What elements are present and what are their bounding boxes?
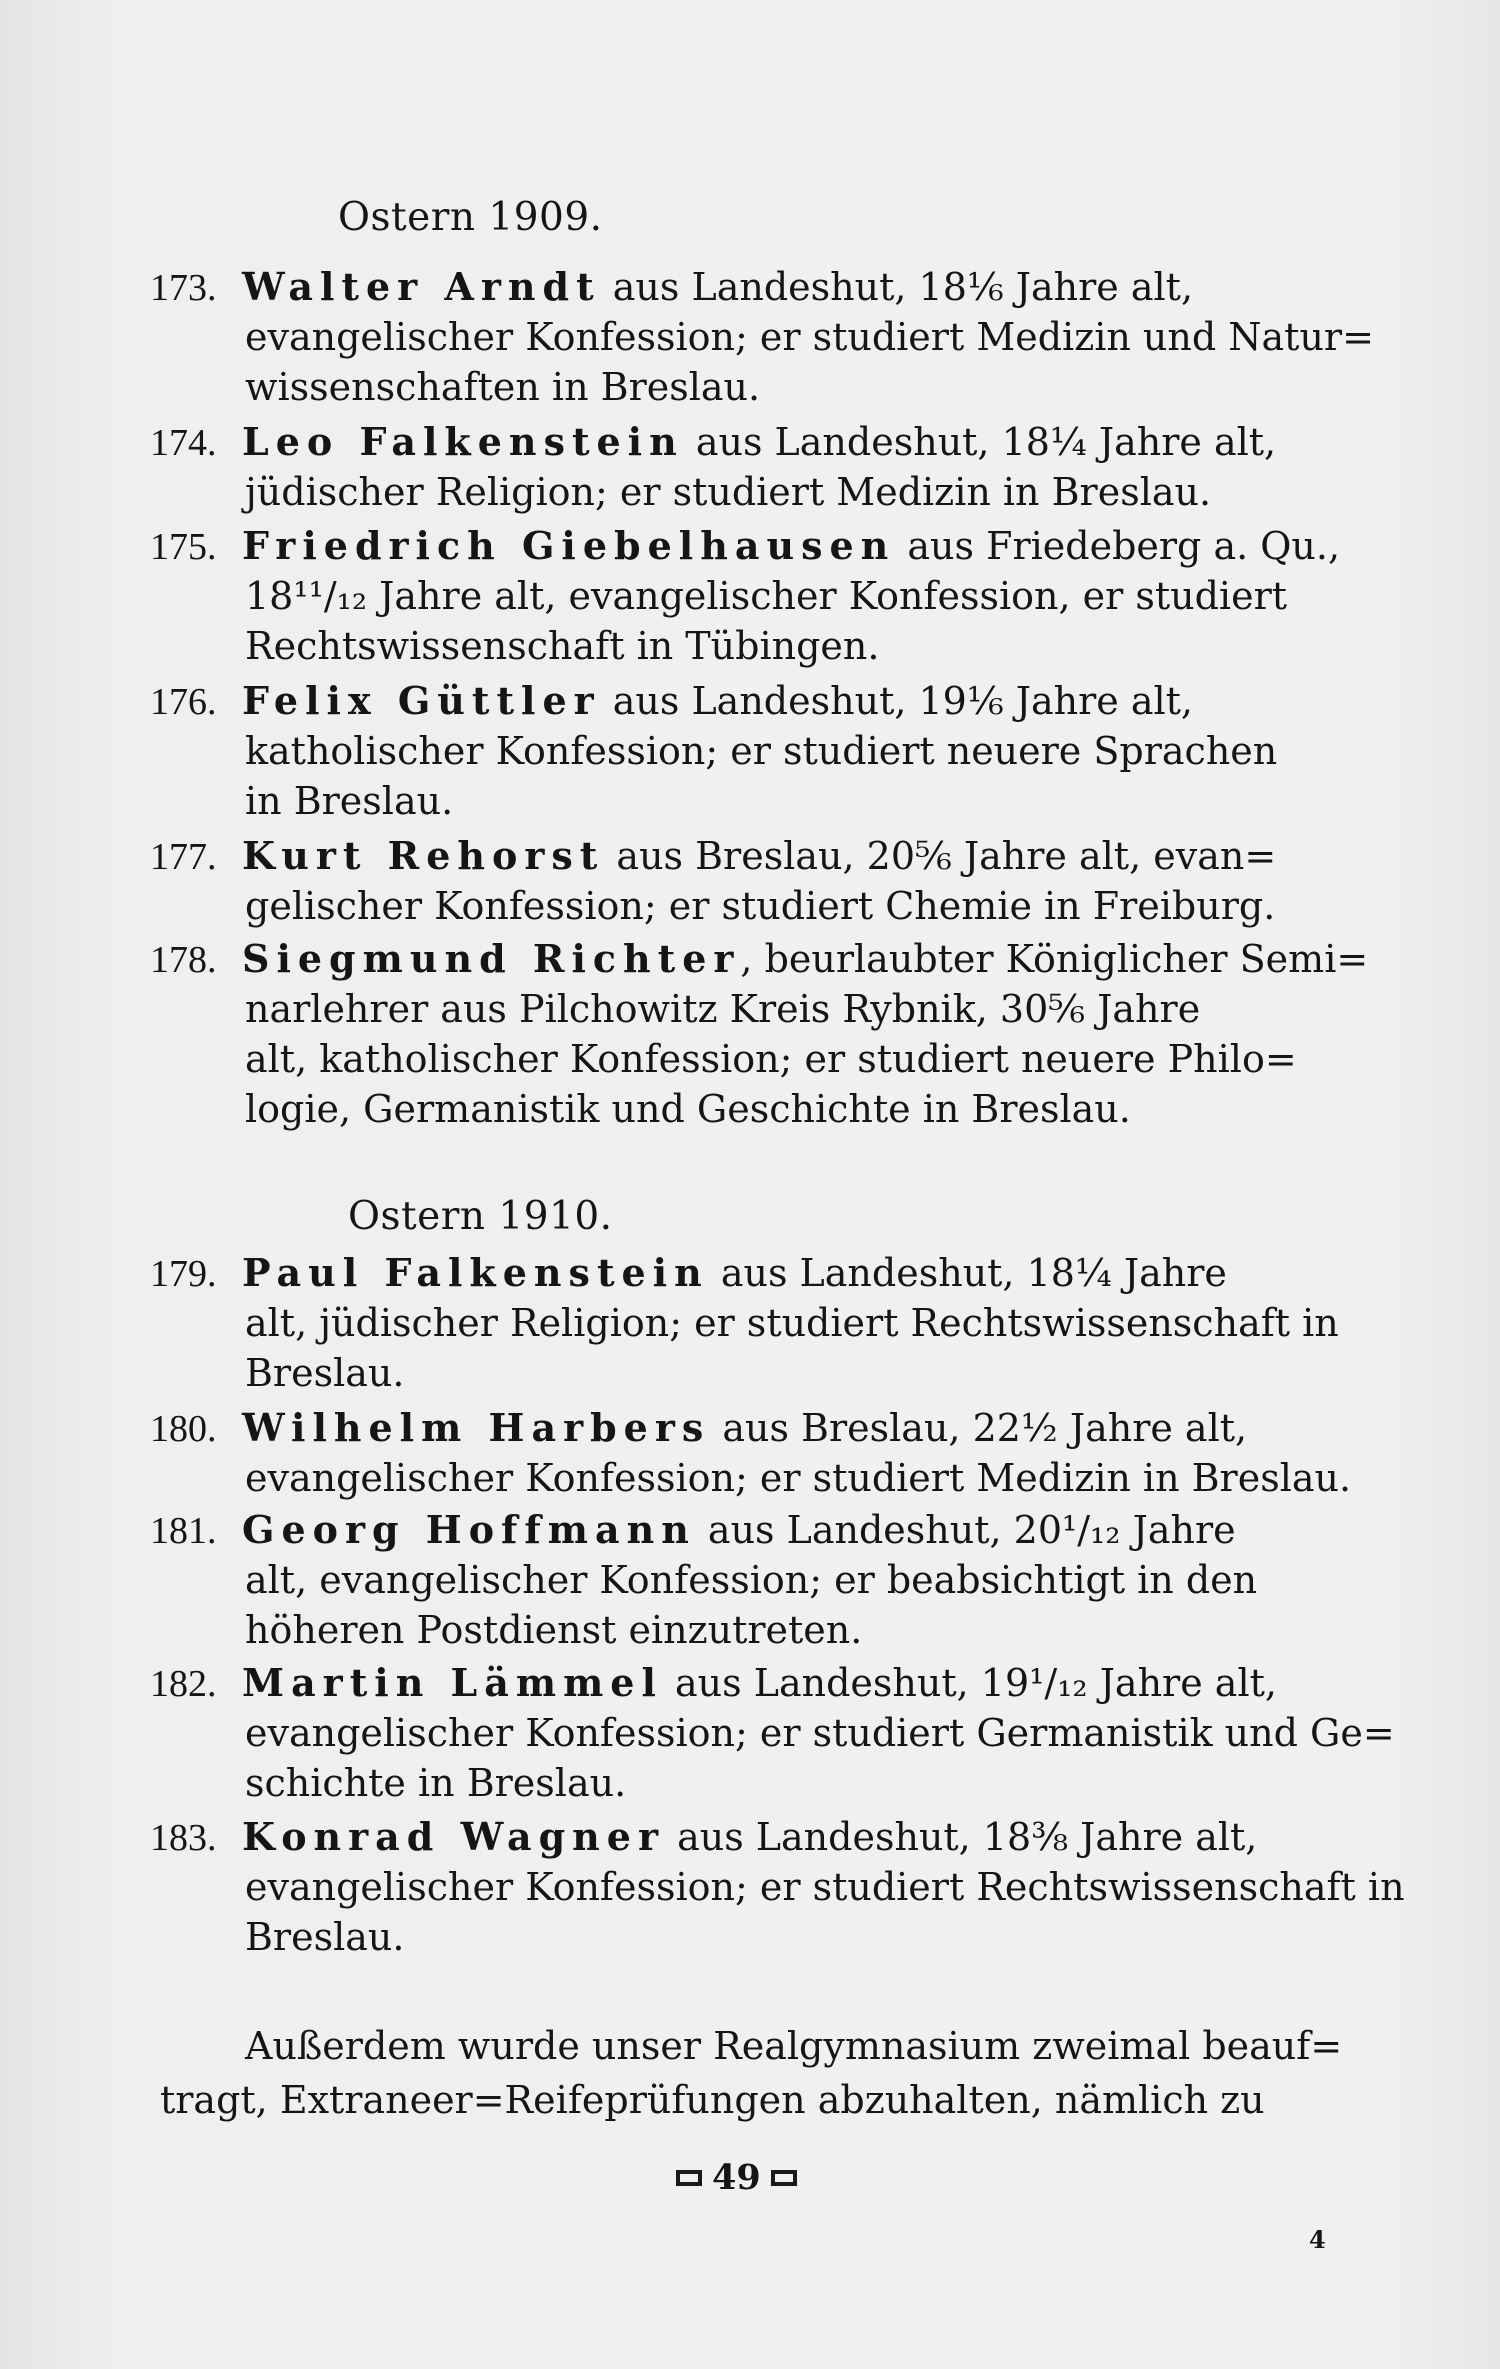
entry-first-line bbox=[150, 1250, 1316, 1302]
person-name: Georg Hoffmann bbox=[242, 1507, 696, 1552]
entry-text-line: alt, evangelischer Konfession; er beabsichtigt in den bbox=[245, 1558, 1258, 1602]
person-name: Martin Lämmel bbox=[242, 1660, 663, 1705]
entry-first-line bbox=[150, 936, 1369, 988]
entry-text-line: jüdischer Religion; er studiert Medizin in Breslau. bbox=[245, 470, 1212, 514]
entry-number: 177. bbox=[150, 836, 217, 878]
section-heading-1909: Ostern 1909. bbox=[338, 195, 603, 240]
entry-first-line bbox=[150, 1405, 1316, 1457]
entry-text-line: evangelischer Konfession; er studiert Medizin und Natur= bbox=[245, 315, 1374, 359]
person-name: Leo Falkenstein bbox=[242, 419, 684, 464]
entry-text-line: katholischer Konfession; er studiert neuere Sprachen bbox=[245, 729, 1278, 773]
entry-text-line: narlehrer aus Pilchowitz Kreis Rybnik, 30⅚ Jahre bbox=[245, 987, 1201, 1031]
entry-text-line: evangelischer Konfession; er studiert Germanistik und Ge= bbox=[245, 1711, 1395, 1755]
person-name: Kurt Rehorst bbox=[242, 833, 605, 878]
page-number: 49 bbox=[712, 2157, 761, 2198]
entry-first-line bbox=[150, 833, 1316, 885]
entry-text-line: evangelischer Konfession; er studiert Medizin in Breslau. bbox=[245, 1456, 1352, 1500]
entry-text-line: 18¹¹/₁₂ Jahre alt, evangelischer Konfession, er studiert bbox=[245, 574, 1288, 618]
entry-first-line bbox=[150, 523, 1341, 575]
entry-text: aus Landeshut, 18¼ Jahre alt, bbox=[683, 420, 1277, 464]
entry-first-line bbox=[150, 264, 1316, 316]
entry-number: 173. bbox=[150, 267, 217, 309]
square-bracket-icon bbox=[771, 2170, 797, 2186]
person-name: Konrad Wagner bbox=[242, 1814, 665, 1859]
entry-text-line: wissenschaften in Breslau. bbox=[245, 365, 761, 409]
entry-text: aus Landeshut, 19¹/₁₂ Jahre alt, bbox=[662, 1661, 1277, 1705]
entry-text-line: in Breslau. bbox=[245, 779, 454, 823]
entry-text-line: alt, katholischer Konfession; er studiert neuere Philo= bbox=[245, 1037, 1297, 1081]
entry-number: 182. bbox=[150, 1663, 217, 1705]
entry-text: aus Landeshut, 18¼ Jahre bbox=[708, 1251, 1227, 1295]
entry-text-line: Rechtswissenschaft in Tübingen. bbox=[245, 624, 880, 668]
entry-number: 175. bbox=[150, 526, 217, 568]
person-name: Siegmund Richter bbox=[242, 936, 741, 981]
entry-number: 174. bbox=[150, 422, 217, 464]
entry-number: 181. bbox=[150, 1510, 217, 1552]
page-number-footer bbox=[676, 2157, 797, 2198]
entry-text-line: Breslau. bbox=[245, 1351, 405, 1395]
entry-first-line bbox=[150, 1814, 1316, 1866]
entry-number: 178. bbox=[150, 939, 217, 981]
person-name: Felix Güttler bbox=[242, 678, 601, 723]
entry-text: aus Friedeberg a. Qu., bbox=[895, 524, 1341, 568]
section-heading-1910: Ostern 1910. bbox=[348, 1194, 613, 1239]
entry-text-line: gelischer Konfession; er studiert Chemie in Freiburg. bbox=[245, 884, 1276, 928]
person-name: Friedrich Giebelhausen bbox=[242, 523, 896, 568]
entry-text: , beurlaubter Königlicher Semi= bbox=[740, 937, 1369, 981]
person-name: Paul Falkenstein bbox=[242, 1250, 709, 1295]
entry-first-line bbox=[150, 1507, 1316, 1559]
closing-paragraph-line: Außerdem wurde unser Realgymnasium zweimal beauf= bbox=[245, 2024, 1343, 2068]
entry-text-line: logie, Germanistik und Geschichte in Breslau. bbox=[245, 1087, 1131, 1131]
closing-paragraph-line: tragt, Extraneer=Reifeprüfungen abzuhalten, nämlich zu bbox=[160, 2078, 1265, 2122]
entry-text-line: schichte in Breslau. bbox=[245, 1761, 627, 1805]
entry-number: 183. bbox=[150, 1817, 217, 1859]
entry-text-line: Breslau. bbox=[245, 1915, 405, 1959]
person-name: Wilhelm Harbers bbox=[242, 1405, 711, 1450]
entry-text: aus Landeshut, 19⅙ Jahre alt, bbox=[600, 679, 1194, 723]
entry-number: 180. bbox=[150, 1408, 217, 1450]
entry-first-line bbox=[150, 419, 1316, 471]
entry-text: aus Landeshut, 18⅜ Jahre alt, bbox=[665, 1815, 1258, 1859]
person-name: Walter Arndt bbox=[242, 264, 601, 309]
entry-first-line bbox=[150, 1660, 1316, 1712]
entry-text: aus Breslau, 20⅚ Jahre alt, evan= bbox=[604, 834, 1277, 878]
entry-text-line: höheren Postdienst einzutreten. bbox=[245, 1608, 863, 1652]
entry-text-line: evangelischer Konfession; er studiert Rechtswissenschaft in bbox=[245, 1865, 1405, 1909]
entry-text: aus Landeshut, 18⅙ Jahre alt, bbox=[600, 265, 1194, 309]
entry-number: 179. bbox=[150, 1253, 217, 1295]
entry-text: aus Breslau, 22½ Jahre alt, bbox=[710, 1406, 1248, 1450]
entry-text: aus Landeshut, 20¹/₁₂ Jahre bbox=[695, 1508, 1236, 1552]
corner-mark: 4 bbox=[1309, 2225, 1326, 2254]
entry-first-line bbox=[150, 678, 1316, 730]
entry-text-line: alt, jüdischer Religion; er studiert Rechtswissenschaft in bbox=[245, 1301, 1339, 1345]
entry-number: 176. bbox=[150, 681, 217, 723]
square-bracket-icon bbox=[676, 2170, 702, 2186]
